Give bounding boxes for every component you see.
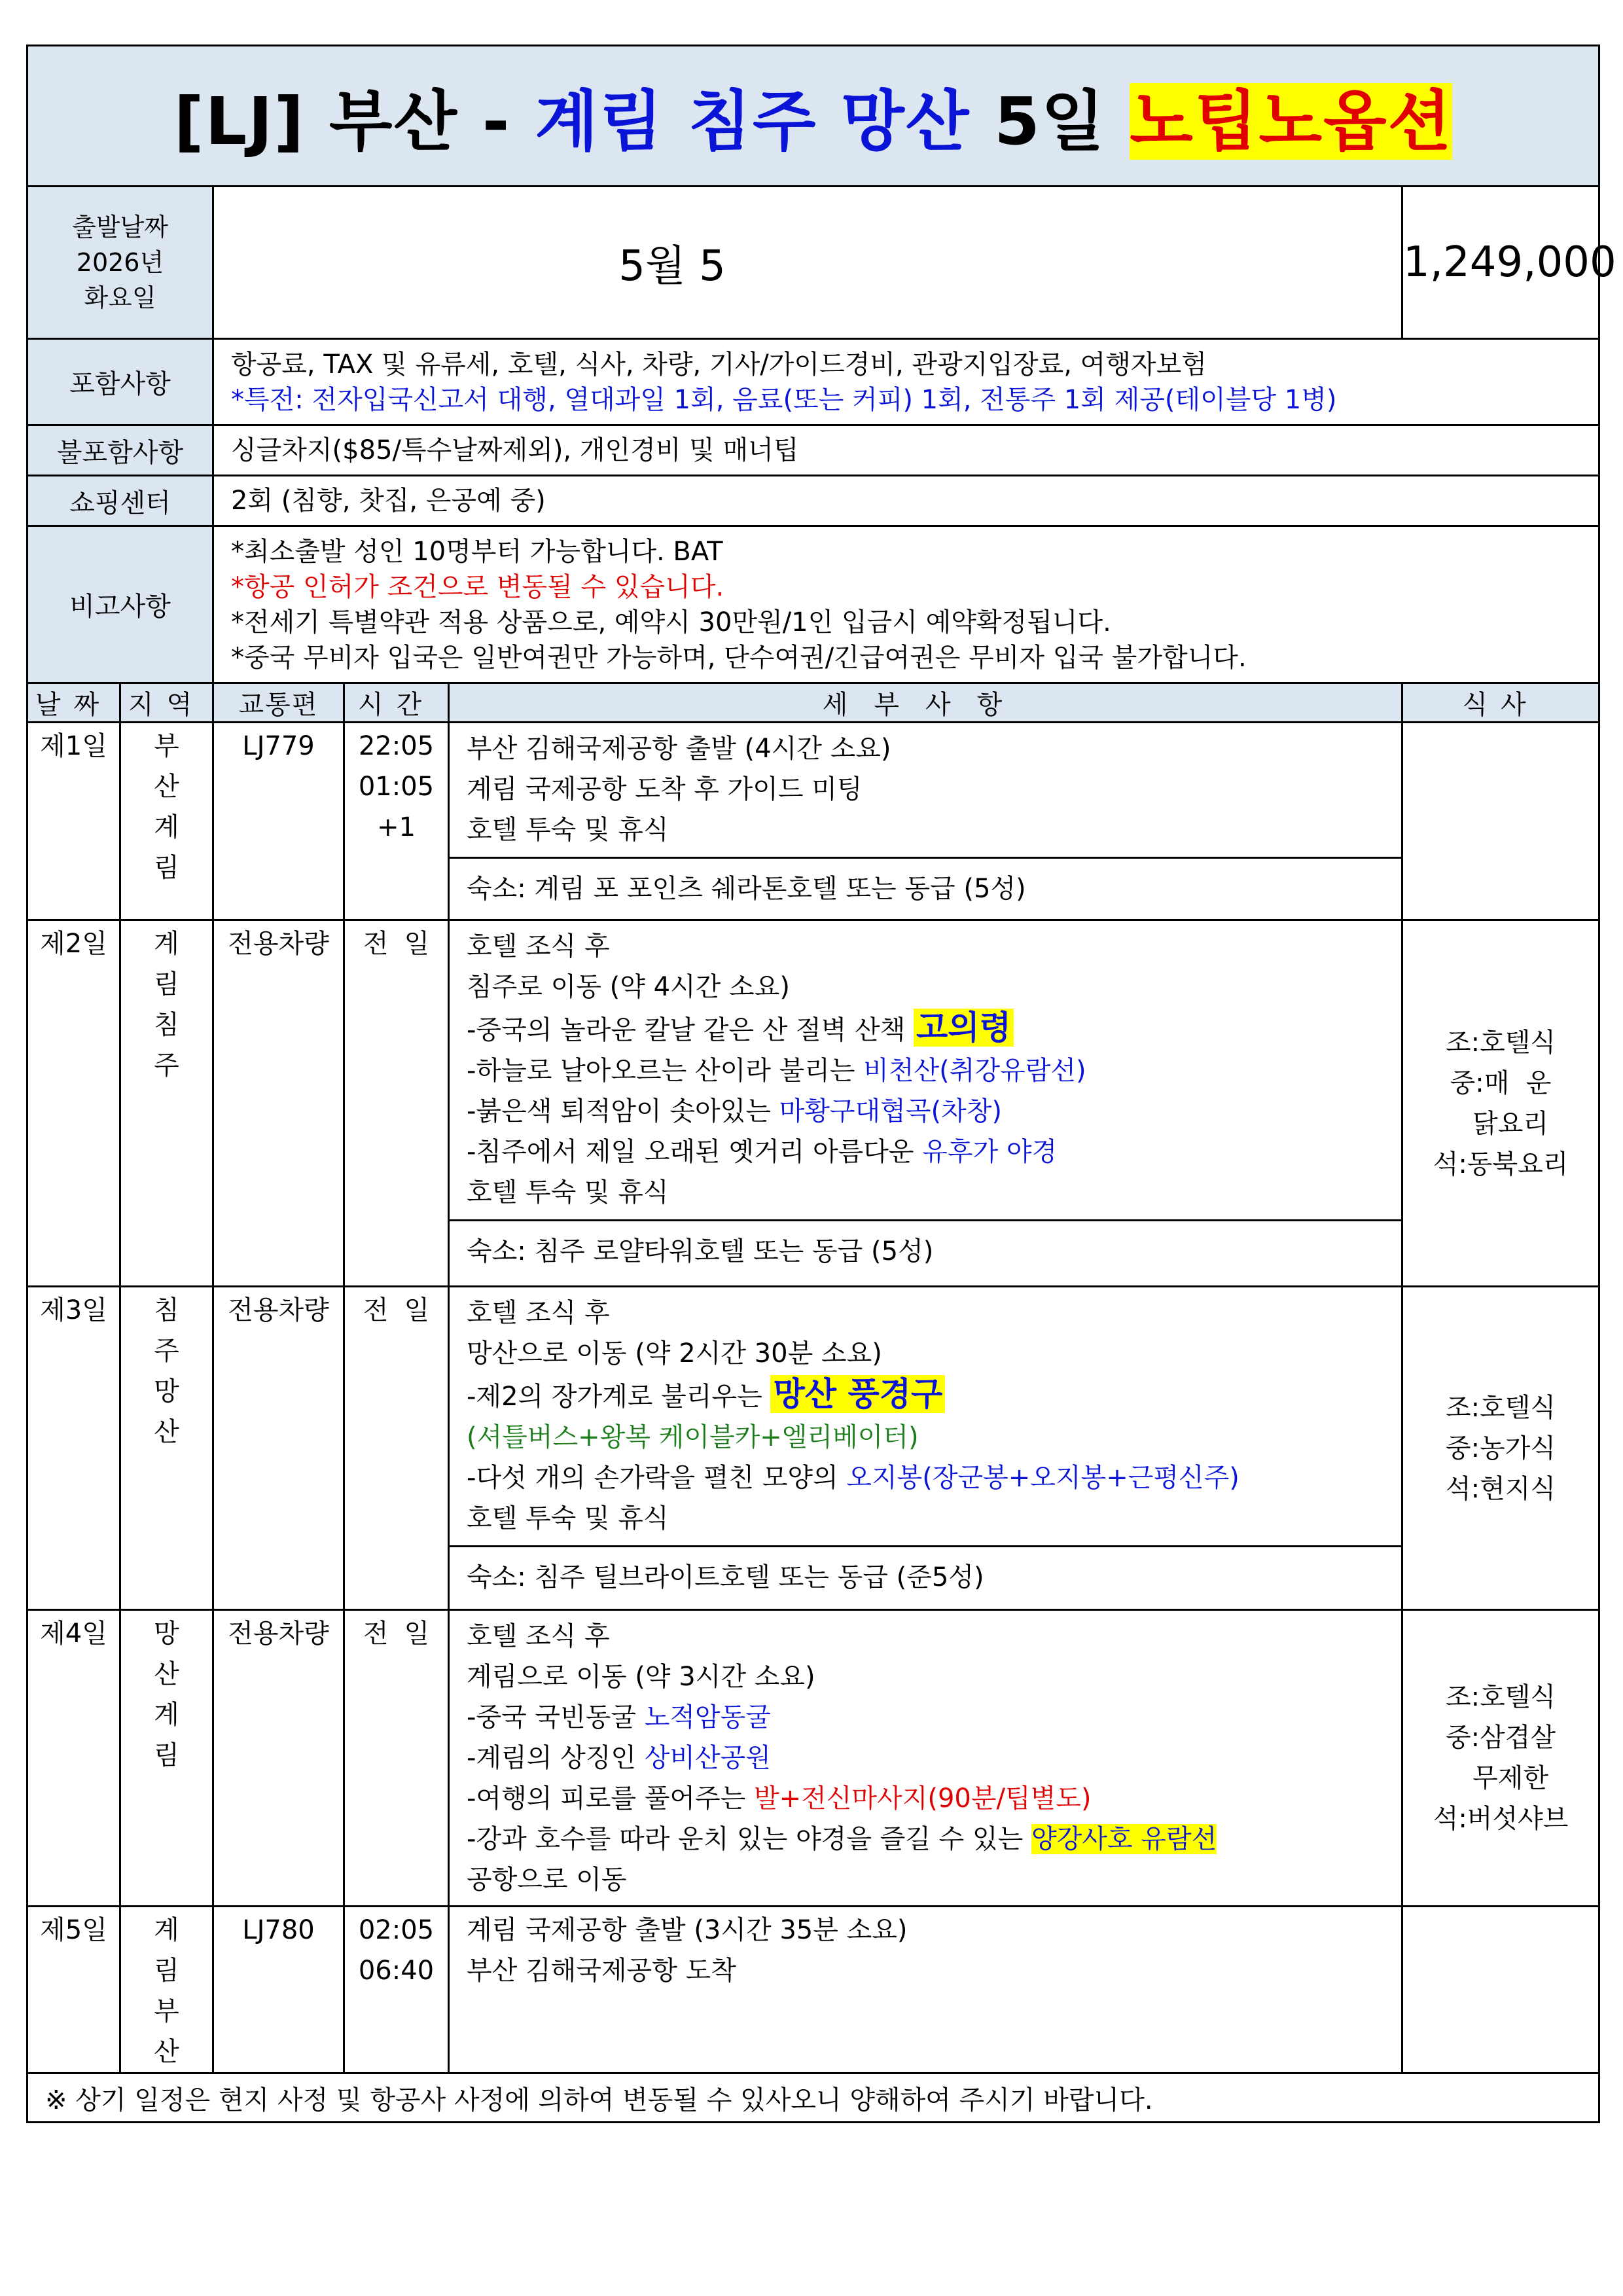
day-time: 전일 (344, 1610, 449, 1907)
day-label: 제2일 (27, 920, 120, 1287)
day-region: 계림 침주 (120, 920, 213, 1287)
detail-line: -다섯 개의 손가락을 펼친 모양의 오지봉(장군봉+오지봉+근평신주) (467, 1463, 1240, 1493)
price-value: 1,249,000 (1403, 238, 1616, 287)
detail-line: 호텔 투숙 및 휴식 (467, 815, 669, 845)
day-transport: 전용차량 (213, 920, 344, 1287)
header-meal: 식사 (1402, 683, 1599, 723)
day-time: 22:05 01:05 +1 (344, 723, 449, 920)
detail-line: 계림 국제공항 도착 후 가이드 미팅 (467, 774, 863, 804)
detail-line: -계림의 상징인 상비산공원 (467, 1743, 771, 1773)
day-transport: 전용차량 (213, 1287, 344, 1610)
day-meal (1402, 723, 1599, 920)
detail-line: 공항으로 이동 (467, 1865, 627, 1895)
day-meal: 조:호텔식 중:삼겹살 무제한 석:버섯샤브 (1402, 1610, 1599, 1907)
price (1402, 187, 1616, 339)
departure-date-value: 5월 5 (618, 242, 726, 291)
excluded-label: 불포함사항 (27, 425, 213, 476)
detail-line: 호텔 조식 후 (467, 931, 610, 961)
day-time: 전일 (344, 1287, 449, 1610)
remark-line-warning: *항공 인허가 조건으로 변동될 수 있습니다. (231, 571, 724, 602)
day-row (27, 1610, 1599, 1907)
day-transport: LJ779 (213, 723, 344, 920)
hotel-info: 숙소: 침주 로얄타워호텔 또는 동급 (5성) (450, 1221, 1401, 1282)
detail-line: 계림으로 이동 (약 3시간 소요) (467, 1662, 815, 1692)
detail-line: 망산으로 이동 (약 2시간 30분 소요) (467, 1338, 882, 1369)
footer-note: ※ 상기 일정은 현지 사정 및 항공사 사정에 의하여 변동될 수 있사오니 양해하여 주시기 바랍니다. (27, 2073, 1599, 2123)
day-detail (449, 723, 1402, 920)
detail-line: 계림 국제공항 출발 (3시간 35분 소요) (467, 1915, 908, 1945)
day-meal: 조:호텔식 중:매 운 닭요리 석:동북요리 (1402, 920, 1599, 1287)
day-meal (1402, 1907, 1599, 2073)
shopping-label: 쇼핑센터 (27, 476, 213, 526)
header-detail: 세부사항 (449, 683, 1402, 723)
remark-line: *중국 무비자 입국은 일반여권만 가능하며, 단수여권/긴급여권은 무비자 입국 불가합니다. (231, 642, 1247, 673)
detail-line: 호텔 투숙 및 휴식 (467, 1177, 669, 1208)
itinerary-document (26, 45, 1616, 2123)
day-detail (449, 920, 1402, 1287)
detail-line: -중국 국빈동굴 노적암동굴 (467, 1702, 771, 1732)
day-row (27, 1907, 1599, 2073)
detail-line: 부산 김해국제공항 출발 (4시간 소요) (467, 734, 891, 764)
detail-line: -중국의 놀라운 칼날 같은 산 절벽 산책 고의령 (467, 1007, 1384, 1050)
day-time: 02:05 06:40 (344, 1907, 449, 2073)
detail-line: -침주에서 제일 오래된 옛거리 아름다운 유후가 야경 (467, 1137, 1058, 1167)
detail-line: -붉은색 퇴적암이 솟아있는 마황구대협곡(차창) (467, 1096, 1002, 1126)
detail-line: -여행의 피로를 풀어주는 발+전신마사지(90분/팁별도) (467, 1784, 1092, 1814)
departure-year: 2026년 (76, 248, 164, 277)
detail-line: (셔틀버스+왕복 케이블카+엘리베이터) (467, 1422, 919, 1452)
day-label: 제1일 (27, 723, 120, 920)
excluded-content: 싱글차지($85/특수날짜제외), 개인경비 및 매너팁 (213, 425, 1599, 476)
detail-line: 호텔 조식 후 (467, 1298, 610, 1328)
detail-line: 부산 김해국제공항 도착 (467, 1956, 736, 1986)
included-benefit: *특전: 전자입국신고서 대행, 열대과일 1회, 음료(또는 커피) 1회, 전통주 1회 제공(테이블당 1병) (231, 384, 1337, 415)
included-line: 항공료, TAX 및 유류세, 호텔, 식사, 차량, 기사/가이드경비, 관광지입장료, 여행자보험 (231, 349, 1207, 380)
detail-line: 호텔 조식 후 (467, 1621, 610, 1651)
day-detail (449, 1287, 1402, 1610)
title-badge: 노팁노옵션 (1130, 83, 1453, 160)
detail-line: 호텔 투숙 및 휴식 (467, 1503, 669, 1534)
departure-date (213, 187, 1402, 339)
remark-line: *최소출발 성인 10명부터 가능합니다. BAT (231, 536, 723, 567)
day-label: 제3일 (27, 1287, 120, 1610)
page-title (27, 46, 1599, 187)
highlight-spot: 망산 풍경구 (770, 1375, 945, 1413)
day-region: 부산 계림 (120, 723, 213, 920)
departure-label (27, 187, 213, 339)
day-row (27, 723, 1599, 920)
hotel-info: 숙소: 계림 포 포인츠 쉐라톤호텔 또는 동급 (5성) (450, 858, 1401, 920)
itinerary-table (26, 45, 1616, 2123)
day-detail (449, 1610, 1402, 1907)
day-label: 제5일 (27, 1907, 120, 2073)
day-transport: LJ780 (213, 1907, 344, 2073)
remark-line: *전세기 특별약관 적용 상품으로, 예약시 30만원/1인 입금시 예약확정됩니다. (231, 607, 1111, 637)
header-region: 지역 (120, 683, 213, 723)
day-region: 망산 계림 (120, 1610, 213, 1907)
day-row (27, 1287, 1599, 1610)
shopping-content: 2회 (침향, 찻집, 은공예 중) (213, 476, 1599, 526)
departure-weekday: 화요일 (84, 283, 156, 312)
included-content (213, 339, 1599, 425)
detail-line: -강과 호수를 따라 운치 있는 야경을 즐길 수 있는 양강사호 유람선 (467, 1824, 1217, 1854)
detail-line: 침주로 이동 (약 4시간 소요) (467, 972, 790, 1002)
day-region: 침주 망산 (120, 1287, 213, 1610)
day-detail (449, 1907, 1402, 2073)
header-transport: 교통편 (213, 683, 344, 723)
header-time: 시간 (344, 683, 449, 723)
highlight-spot: 고의령 (914, 1009, 1014, 1047)
day-meal: 조:호텔식 중:농가식 석:현지식 (1402, 1287, 1599, 1610)
detail-line: -제2의 장가계로 불리우는 망산 풍경구 (467, 1374, 1384, 1417)
day-time: 전일 (344, 920, 449, 1287)
title-days: 5일 (970, 83, 1130, 160)
departure-label-line: 출발날짜 (72, 213, 168, 242)
detail-line: -하늘로 날아오르는 산이라 불리는 비천산(취강유람선) (467, 1056, 1086, 1086)
header-date: 날짜 (27, 683, 120, 723)
day-region: 계림 부산 (120, 1907, 213, 2073)
title-prefix: [LJ] 부산 - (173, 83, 535, 160)
day-transport: 전용차량 (213, 1610, 344, 1907)
remarks-content (213, 526, 1599, 683)
schedule-header-row (27, 683, 1599, 723)
remarks-label: 비고사항 (27, 526, 213, 683)
day-row (27, 920, 1599, 1287)
hotel-info: 숙소: 침주 틸브라이트호텔 또는 동급 (준5성) (450, 1547, 1401, 1608)
day-label: 제4일 (27, 1610, 120, 1907)
included-label: 포함사항 (27, 339, 213, 425)
title-route: 계림 침주 망산 (535, 83, 971, 160)
